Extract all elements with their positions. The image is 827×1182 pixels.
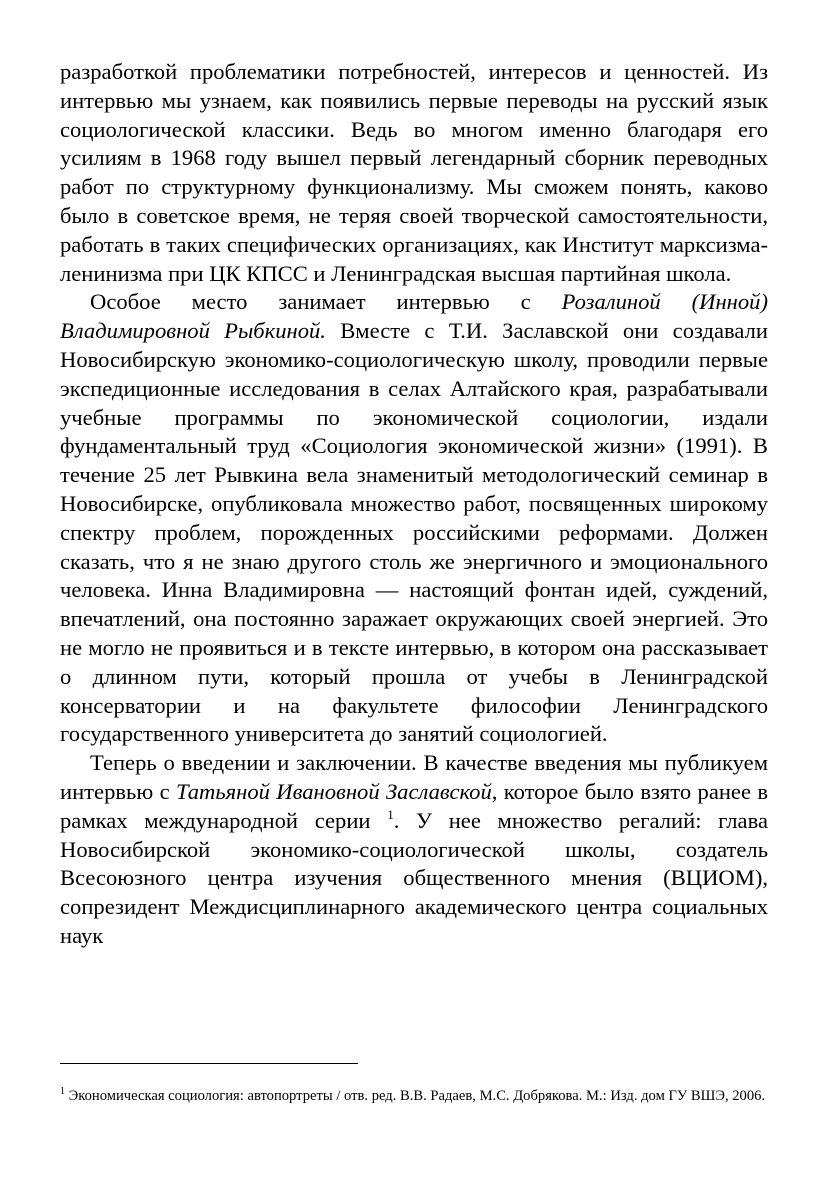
- paragraph-3-mid: , которое было взято ранее в рамках международной серии: [60, 778, 769, 833]
- paragraph-2-rest: Вместе с Т.И. Заславской они создавали Новосибирскую экономико-социологическую школу, проводили первые экспедиционные исследования в селах Алтайского края, разрабатывали учебные программы по экономической социологии, издали фундаментальный труд «Социология экономической жизни» (1991). В течение 25 лет Рывкина вела знаменитый методологический семинар в Новосибирске, опубликовала множество работ, посвященных широкому спектру проблем, порожденных российскими реформами. Должен сказать, что я не знаю другого столь же энергичного и эмоционального человека. Инна Владимировна — настоящий фонтан идей, суждений, впечатлений, она постоянно заражает окружающих своей энергией. Это не могло не проявиться и в тексте интервью, в котором она рассказывает о длинном пути, который прошла от учебы в Ленинградской консерватории и на факультете философии Ленинградского государственного университета до занятий социологией.: [60, 318, 768, 747]
- footnote: [60, 1086, 768, 1106]
- paragraph-1: разработкой проблематики потребностей, интересов и ценностей. Из интервью мы узнаем, как появились первые переводы на русский язык социологической классики. Ведь во многом именно благодаря его усилиям в 1968 году вышел первый легендарный сборник переводных работ по структурному функционализму. Мы сможем понять, каково было в советское время, не теряя своей творческой самостоятельности, работать в таких специфических организациях, как Институт марксизма-ленинизма при ЦК КПСС и Ленинградская высшая партийная школа.: [60, 59, 768, 286]
- paragraph-2: [60, 288, 768, 749]
- footnote-number: 1: [60, 1086, 65, 1097]
- zaslavskaya-name: Татьяной Ивановной Заславской: [175, 778, 492, 804]
- paragraph-3-rest: . У нее множество регалий: глава Новосибирской экономико-социологической школы, создатель Всесоюзного центра изучения общественного мнения (ВЦИОМ), сопрезидент Междисциплинарного академического центра социальных наук: [60, 807, 768, 948]
- paragraph-3-lead: Теперь о введении и заключении. В качестве введения мы публикуем интервью с: [60, 750, 768, 804]
- footnote-separator: [60, 1063, 358, 1064]
- rybkina-name: Розалиной (Инной) Владимировной Рыбкиной.: [60, 289, 768, 344]
- paragraph-2-lead: Особое место занимает интервью с: [90, 289, 562, 315]
- footnote-text: Экономическая социология: автопортреты / отв. ред. В.В. Радаев, М.С. Добрякова. М.: Изд. дом ГУ ВШЭ, 2006.: [68, 1088, 766, 1104]
- paragraph-3: [60, 749, 768, 951]
- page-body: [60, 58, 768, 951]
- footnote-reference[interactable]: 1: [387, 806, 394, 822]
